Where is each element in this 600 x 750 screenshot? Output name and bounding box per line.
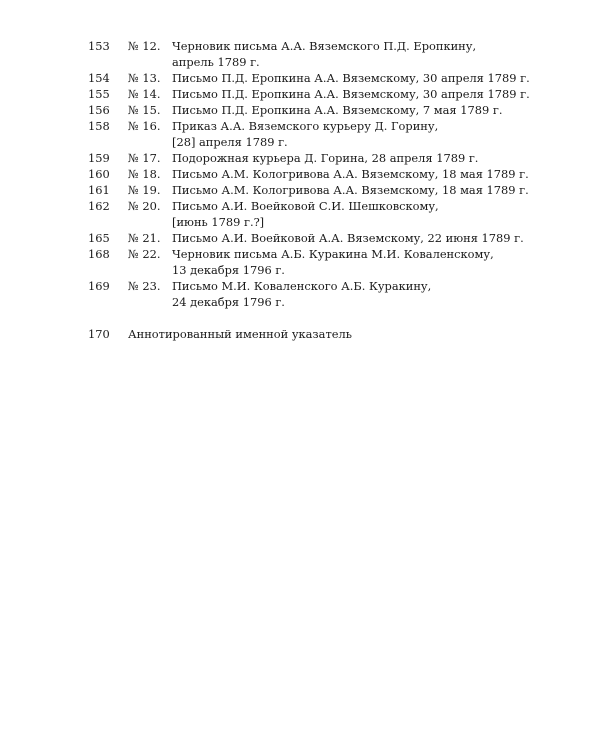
entry-title-line1: Приказ А.А. Вяземского курьеру Д. Горину, xyxy=(172,119,439,133)
document-number: № 13. xyxy=(128,71,161,85)
entry-title-line2: [28] апреля 1789 г. xyxy=(172,135,288,149)
entry-title xyxy=(172,278,532,310)
document-number: № 23. xyxy=(128,279,161,293)
document-number: № 18. xyxy=(128,167,161,181)
entry-title-line1: Письмо А.М. Кологривова А.А. Вяземскому, 18 мая 1789 г. xyxy=(172,183,529,197)
page-number: 161 xyxy=(88,183,110,197)
entry-title xyxy=(172,38,532,70)
entry-title xyxy=(172,198,532,230)
document-number: № 17. xyxy=(128,151,161,165)
entry-title xyxy=(172,182,532,198)
page-number: 159 xyxy=(88,151,110,165)
entry-title-line2: 13 декабря 1796 г. xyxy=(172,263,285,277)
entry-title-line2: 24 декабря 1796 г. xyxy=(172,295,285,309)
entry-title xyxy=(172,246,532,278)
page-number: 169 xyxy=(88,279,110,293)
entry-title: Аннотированный именной указатель xyxy=(128,327,352,341)
document-number: № 15. xyxy=(128,103,161,117)
page-number: 153 xyxy=(88,39,110,53)
page-number: 154 xyxy=(88,71,110,85)
entry-title xyxy=(172,230,532,246)
document-number: № 21. xyxy=(128,231,161,245)
page-number: 156 xyxy=(88,103,110,117)
page-number: 160 xyxy=(88,167,110,181)
page-number: 168 xyxy=(88,247,110,261)
entry-title-line1: Подорожная курьера Д. Горина, 28 апреля 1789 г. xyxy=(172,151,479,165)
entry-title-line1: Черновик письма А.А. Вяземского П.Д. Еропкину, xyxy=(172,39,477,53)
entry-title-line1: Письмо А.И. Воейковой А.А. Вяземскому, 22 июня 1789 г. xyxy=(172,231,524,245)
entry-title xyxy=(172,166,532,182)
entry-title xyxy=(172,118,532,150)
document-number: № 14. xyxy=(128,87,161,101)
entry-title-line1: Письмо М.И. Коваленского А.Б. Куракину, xyxy=(172,279,432,293)
entry-title-line1: Письмо П.Д. Еропкина А.А. Вяземскому, 7 мая 1789 г. xyxy=(172,103,503,117)
page-number: 155 xyxy=(88,87,110,101)
entry-title xyxy=(172,150,532,166)
entry-title-line1: Черновик письма А.Б. Куракина М.И. Коваленскому, xyxy=(172,247,494,261)
entry-title xyxy=(172,86,532,102)
entry-title-line1: Письмо А.И. Воейковой С.И. Шешковскому, xyxy=(172,199,439,213)
entry-title-line2: [июнь 1789 г.?] xyxy=(172,215,265,229)
entry-title-line1: Письмо П.Д. Еропкина А.А. Вяземскому, 30 апреля 1789 г. xyxy=(172,71,530,85)
page-number: 162 xyxy=(88,199,110,213)
entry-title-line1: Письмо П.Д. Еропкина А.А. Вяземскому, 30 апреля 1789 г. xyxy=(172,87,530,101)
page-number: 165 xyxy=(88,231,110,245)
page-number: 170 xyxy=(88,327,110,341)
entry-title-line2: апрель 1789 г. xyxy=(172,55,260,69)
page-number: 158 xyxy=(88,119,110,133)
entry-title xyxy=(172,70,532,86)
document-number: № 19. xyxy=(128,183,161,197)
entry-title xyxy=(172,102,532,118)
document-number: № 22. xyxy=(128,247,161,261)
document-number: № 16. xyxy=(128,119,161,133)
entry-title-line1: Письмо А.М. Кологривова А.А. Вяземскому, 18 мая 1789 г. xyxy=(172,167,529,181)
document-number: № 20. xyxy=(128,199,161,213)
document-number: № 12. xyxy=(128,39,161,53)
